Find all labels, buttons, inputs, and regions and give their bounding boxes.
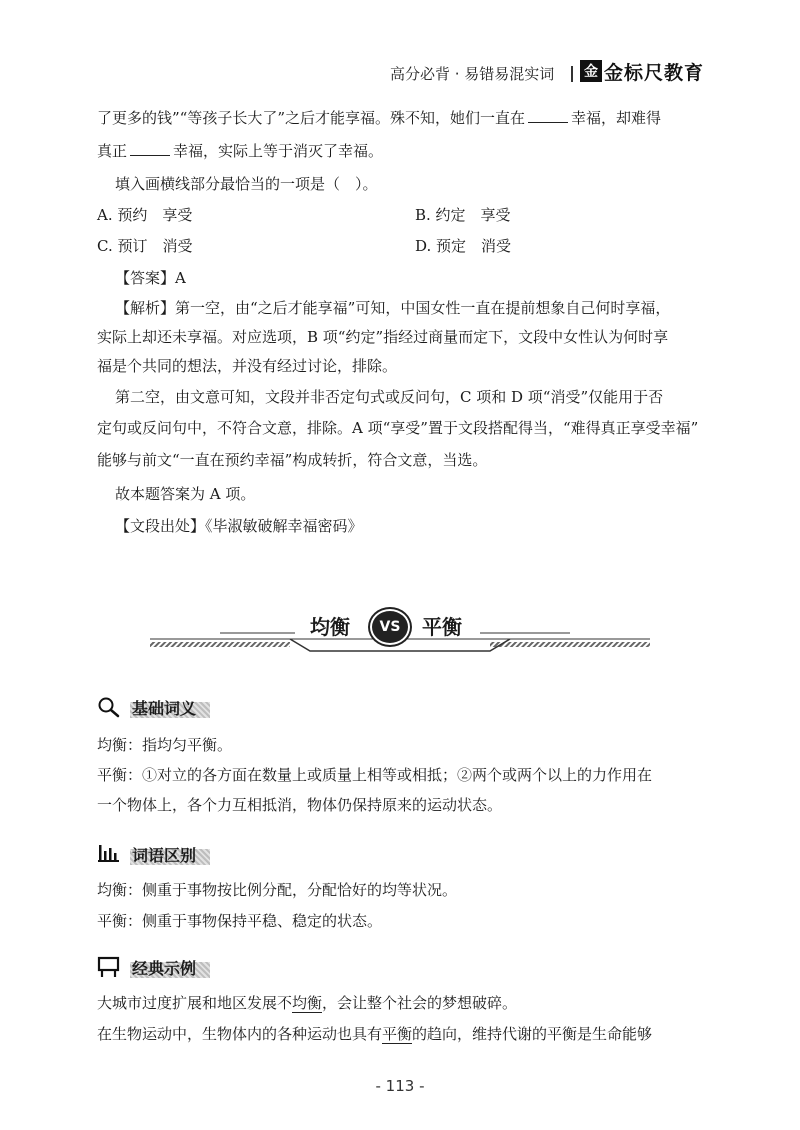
basic-meaning-line: 一个物体上，各个力互相抵消，物体仍保持原来的运动状态。: [97, 796, 503, 814]
option-a: A. 预约 享受: [97, 206, 193, 224]
option-b: B. 约定 享受: [415, 206, 511, 224]
answer: 【答案】A: [115, 269, 186, 287]
blank-2: [130, 141, 170, 156]
blank-1: [528, 108, 568, 123]
analysis-line: 第二空，由文意可知，文段并非否定句式或反问句，C 项和 D 项“消受”仅能用于否: [115, 388, 664, 406]
difference-line: 均衡：侧重于事物按比例分配，分配恰好的均等状况。: [97, 881, 458, 899]
example-line: [97, 1024, 652, 1044]
question-text: 了更多的钱”“等孩子长大了”之后才能享福。殊不知，她们一直在: [97, 109, 526, 127]
example-keyword: 平衡: [382, 1025, 413, 1043]
basic-meaning-line: 均衡：指均匀平衡。: [97, 736, 233, 754]
header-series: 高分必背 · 易错易混实词: [390, 65, 555, 83]
option-c: C. 预订 消受: [97, 237, 193, 255]
example-line: [97, 993, 517, 1013]
analysis-line: 福是个共同的想法，并没有经过讨论，排除。: [97, 357, 398, 375]
compare-left-word: 均衡: [310, 615, 350, 639]
question-line-1: [97, 108, 661, 128]
section-title-examples: 经典示例: [132, 959, 197, 978]
header-divider: [571, 66, 573, 82]
section-title-basic: 基础词义: [132, 699, 197, 718]
analysis-conclusion: 故本题答案为 A 项。: [115, 485, 256, 503]
analysis-line: 实际上却还未享福。对应选项，B 项“约定”指经过商量而定下，文段中女性认为何时享: [97, 328, 669, 346]
example-keyword: 均衡: [292, 994, 323, 1012]
question-text: 幸福，实际上等于消灭了幸福。: [173, 142, 384, 160]
brand-name: 金标尺教育: [604, 61, 705, 84]
question-line-2: [97, 141, 383, 161]
analysis-line: 能够与前文“一直在预约幸福”构成转折，符合文意，当选。: [97, 451, 488, 469]
analysis-line: 定句或反问句中，不符合文意，排除。A 项“享受”置于文段搭配得当，“难得真正享受幸福”: [97, 419, 699, 437]
bar-chart-icon: [97, 843, 121, 863]
option-d: D. 预定 消受: [415, 237, 512, 255]
question-prompt: 填入画横线部分最恰当的一项是（ ）。: [115, 175, 378, 193]
analysis-source: 【文段出处】《毕淑敏破解幸福密码》: [115, 517, 363, 535]
section-title-difference: 词语区别: [132, 846, 197, 865]
brand-mark-icon: 金: [580, 60, 602, 82]
compare-right-word: 平衡: [422, 615, 462, 639]
example-text: 大城市过度扩展和地区发展不: [97, 994, 293, 1012]
difference-line: 平衡：侧重于事物保持平稳、稳定的状态。: [97, 912, 383, 930]
example-text: 的趋向，维持代谢的平衡是生命能够: [412, 1025, 653, 1043]
question-text: 幸福，却难得: [571, 109, 662, 127]
brand-logo: [580, 60, 704, 82]
question-text: 真正: [97, 142, 128, 160]
page-number: - 113 -: [375, 1077, 425, 1095]
example-text: ，会让整个社会的梦想破碎。: [322, 994, 518, 1012]
board-icon: [97, 956, 121, 978]
vs-badge: VS: [370, 609, 410, 645]
analysis-line: 【解析】第一空，由“之后才能享福”可知，中国女性一直在提前想象自己何时享福，: [115, 299, 671, 317]
search-icon: [97, 696, 121, 718]
compare-banner: [150, 605, 650, 655]
example-text: 在生物运动中，生物体内的各种运动也具有: [97, 1025, 383, 1043]
basic-meaning-line: 平衡：①对立的各方面在数量上或质量上相等或相抵；②两个或两个以上的力作用在: [97, 766, 653, 784]
